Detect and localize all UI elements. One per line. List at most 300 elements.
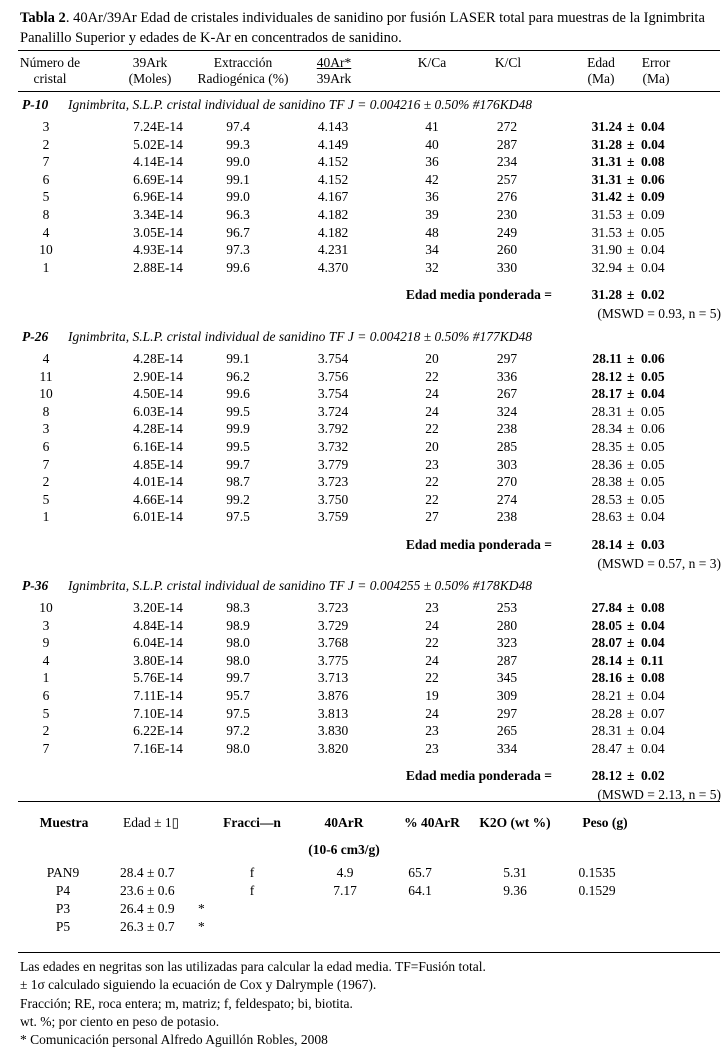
plus-minus-sign: ± (627, 136, 635, 152)
age-value: 27.84 (591, 600, 622, 615)
kca-value: 23 (425, 723, 439, 739)
crystal-number: 3 (42, 421, 50, 437)
crystal-number: 10 (39, 242, 53, 258)
crystal-number: 6 (42, 439, 50, 454)
kca-value: 20 (425, 439, 439, 454)
age-value: 28.35 (591, 439, 622, 454)
header-extraccion: Extracción Radiogénica (%) (197, 55, 289, 86)
crystal-number: 2 (42, 723, 50, 739)
plus-minus-sign: ± (627, 491, 635, 507)
crystal-number: 2 (42, 474, 50, 490)
ratio-value: 3.756 (317, 368, 349, 384)
kar-sample: P5 (55, 919, 71, 934)
plus-minus-sign: ± (627, 740, 635, 756)
plus-minus-sign: ± (627, 509, 635, 525)
kcl-value: 287 (496, 136, 518, 152)
plus-minus-sign: ± (627, 635, 635, 651)
weighted-mean-label: Edad media ponderada = (405, 537, 552, 552)
moles-value: 6.96E-14 (133, 189, 183, 205)
weighted-mean-age: 28.14 (591, 537, 622, 552)
moles-value: 5.02E-14 (133, 136, 183, 152)
error-value: 0.09 (641, 207, 665, 222)
kca-value: 40 (425, 136, 439, 152)
moles-value: 6.01E-14 (133, 509, 183, 525)
extraction-value: 99.0 (226, 154, 250, 170)
kcl-value: 257 (496, 171, 518, 187)
kar-40arr: 7.17 (333, 883, 357, 898)
kcl-value: 280 (496, 617, 518, 633)
kar-age: 23.6 ± 0.6 (120, 883, 175, 898)
ratio-value: 4.152 (317, 154, 349, 170)
kca-value: 22 (425, 421, 439, 437)
kcl-value: 265 (496, 723, 518, 739)
ratio-value: 4.167 (317, 189, 349, 205)
extraction-value: 99.7 (226, 670, 250, 686)
crystal-number: 10 (39, 386, 53, 402)
kca-value: 22 (425, 474, 439, 490)
ratio-value: 4.370 (317, 259, 349, 275)
plus-minus-sign: ± (627, 386, 635, 402)
error-value: 0.04 (641, 136, 665, 152)
kca-value: 23 (425, 456, 439, 472)
kar-pct-40arr: 64.1 (408, 883, 432, 898)
extraction-value: 96.3 (226, 207, 250, 222)
sample-id: P-26 (22, 329, 49, 344)
age-value: 31.53 (591, 207, 622, 222)
kar-k2o: 9.36 (503, 883, 527, 898)
top-rule (18, 50, 720, 51)
crystal-number: 9 (42, 635, 50, 651)
kar-fraction: f (249, 865, 255, 880)
ratio-value: 3.830 (317, 723, 349, 739)
caption-line2: Panalillo Superior y edades de K-Ar en concentrados de sanidino. (20, 30, 402, 46)
moles-value: 6.22E-14 (133, 723, 183, 739)
kca-value: 34 (425, 242, 439, 258)
ratio-value: 3.723 (317, 474, 349, 490)
footnote-line: Las edades en negritas son las utilizadas para calcular la edad media. TF=Fusión total. (20, 959, 486, 974)
header-moles: 39Ark (Moles) (128, 55, 172, 86)
extraction-value: 95.7 (226, 688, 250, 703)
extraction-value: 97.4 (226, 119, 250, 134)
caption-text: . 40Ar/39Ar Edad de cristales individuales de sanidino por fusión LASER total para muestras de la Ignimbrita (65, 10, 705, 26)
weighted-mean-error: 0.03 (641, 537, 665, 552)
ratio-value: 3.779 (317, 456, 349, 472)
kcl-value: 238 (496, 509, 518, 525)
moles-value: 5.76E-14 (133, 670, 183, 686)
kca-value: 36 (425, 189, 439, 205)
ratio-value: 4.231 (317, 242, 349, 258)
error-value: 0.05 (641, 403, 665, 419)
extraction-value: 96.7 (226, 224, 250, 240)
ratio-value: 4.182 (317, 224, 349, 240)
error-value: 0.05 (641, 491, 665, 507)
age-value: 28.11 (592, 351, 622, 366)
age-value: 28.05 (591, 617, 622, 633)
ratio-value: 3.876 (317, 688, 349, 703)
extraction-value: 97.3 (226, 242, 250, 258)
kar-age: 28.4 ± 0.7 (120, 865, 175, 880)
header-kcl: K/Cl (494, 55, 522, 70)
kar-pct-40arr: 65.7 (408, 865, 432, 880)
extraction-value: 98.0 (226, 635, 250, 651)
moles-value: 4.50E-14 (133, 386, 183, 402)
kca-value: 22 (425, 635, 439, 651)
kar-header-fraccion: Fracci—n (223, 815, 281, 830)
kcl-value: 270 (496, 474, 518, 490)
plus-minus-sign: ± (627, 368, 635, 384)
plus-minus-sign: ± (627, 439, 635, 454)
moles-value: 6.03E-14 (133, 403, 183, 419)
ratio-value: 3.768 (317, 635, 349, 651)
plus-minus-sign: ± (627, 456, 635, 472)
crystal-number: 4 (42, 652, 50, 668)
extraction-value: 98.3 (226, 600, 250, 615)
sample-id: P-36 (22, 578, 49, 593)
kar-age: 26.4 ± 0.9 (120, 901, 175, 916)
kcl-value: 324 (496, 403, 518, 419)
mswd-text: (MSWD = 2.13, n = 5) (597, 787, 721, 803)
age-value: 31.28 (591, 136, 622, 152)
kcl-value: 309 (496, 688, 518, 703)
error-value: 0.04 (641, 740, 665, 756)
age-value: 28.21 (591, 688, 622, 703)
kca-value: 39 (425, 207, 439, 222)
crystal-number: 4 (42, 351, 50, 366)
error-value: 0.07 (641, 705, 665, 721)
crystal-number: 7 (42, 740, 50, 756)
plus-minus-sign: ± (627, 189, 635, 205)
extraction-value: 97.5 (226, 705, 250, 721)
kcl-value: 267 (496, 386, 518, 402)
moles-value: 3.34E-14 (133, 207, 183, 222)
age-value: 31.42 (591, 189, 622, 205)
header-ratio: 40Ar* 39Ark (316, 55, 352, 86)
kcl-value: 330 (496, 259, 518, 275)
plus-minus-sign: ± (627, 474, 635, 490)
header-rule (18, 91, 720, 92)
header-error: Error (Ma) (641, 55, 671, 86)
kar-40arr: 4.9 (336, 865, 354, 880)
crystal-number: 5 (42, 491, 50, 507)
extraction-value: 99.3 (226, 136, 250, 152)
kar-sample: P4 (55, 883, 71, 898)
plus-minus-sign: ± (627, 768, 635, 784)
age-value: 28.12 (591, 368, 622, 384)
error-value: 0.08 (641, 670, 665, 686)
moles-value: 4.28E-14 (133, 351, 183, 366)
moles-value: 2.90E-14 (133, 368, 183, 384)
moles-value: 7.24E-14 (133, 119, 183, 134)
ratio-value: 3.813 (317, 705, 349, 721)
extraction-value: 99.6 (226, 386, 250, 402)
plus-minus-sign: ± (627, 224, 635, 240)
ratio-value: 3.750 (317, 491, 349, 507)
moles-value: 4.84E-14 (133, 617, 183, 633)
kcl-value: 297 (496, 351, 518, 366)
error-value: 0.04 (641, 617, 665, 633)
error-value: 0.09 (641, 189, 665, 205)
age-value: 28.34 (591, 421, 622, 437)
crystal-number: 2 (42, 136, 50, 152)
error-value: 0.08 (641, 600, 665, 615)
plus-minus-sign: ± (627, 600, 635, 615)
plus-minus-sign: ± (627, 723, 635, 739)
footnote-line: Fracción; RE, roca entera; m, matriz; f, feldespato; bi, biotita. (20, 995, 353, 1011)
plus-minus-sign: ± (627, 242, 635, 258)
kcl-value: 249 (496, 224, 518, 240)
kcl-value: 276 (496, 189, 518, 205)
error-value: 0.06 (641, 351, 665, 366)
crystal-number: 1 (42, 509, 50, 525)
error-value: 0.06 (641, 421, 665, 437)
error-value: 0.04 (641, 688, 665, 703)
error-value: 0.04 (641, 259, 665, 275)
error-value: 0.04 (641, 723, 665, 739)
age-value: 28.14 (591, 652, 622, 668)
error-value: 0.04 (641, 119, 665, 134)
crystal-number: 8 (42, 403, 50, 419)
kca-value: 22 (425, 670, 439, 686)
plus-minus-sign: ± (627, 351, 635, 366)
kca-value: 48 (425, 224, 439, 240)
crystal-number: 10 (39, 600, 53, 615)
crystal-number: 1 (42, 259, 50, 275)
extraction-value: 99.0 (226, 189, 250, 205)
kar-asterisk: * (198, 919, 205, 934)
mswd-text: (MSWD = 0.57, n = 3) (597, 556, 721, 571)
kca-value: 20 (425, 351, 439, 366)
plus-minus-sign: ± (627, 688, 635, 703)
ratio-value: 4.143 (317, 119, 349, 134)
sample-id: P-10 (22, 97, 49, 112)
ratio-value: 3.820 (317, 740, 349, 756)
kca-value: 23 (425, 740, 439, 756)
plus-minus-sign: ± (627, 705, 635, 721)
ratio-value: 3.759 (317, 509, 349, 525)
ratio-value: 3.732 (317, 439, 349, 454)
plus-minus-sign: ± (627, 287, 635, 303)
kar-age: 26.3 ± 0.7 (120, 919, 175, 934)
error-value: 0.11 (641, 652, 664, 668)
extraction-value: 97.2 (226, 723, 250, 739)
sample-description: Ignimbrita, S.L.P. cristal individual de sanidino TF J = 0.004216 ± 0.50% #176KD48 (68, 97, 533, 112)
ratio-value: 3.724 (317, 403, 349, 419)
weighted-mean-label: Edad media ponderada = (405, 287, 552, 303)
extraction-value: 98.9 (226, 617, 250, 633)
kar-header-units: (10-6 cm3/g) (308, 842, 380, 857)
crystal-number: 8 (42, 207, 50, 222)
crystal-number: 5 (42, 189, 50, 205)
crystal-number: 7 (42, 154, 50, 170)
moles-value: 4.14E-14 (133, 154, 183, 170)
error-value: 0.04 (641, 635, 665, 651)
kca-value: 24 (425, 652, 439, 668)
moles-value: 4.85E-14 (133, 456, 183, 472)
plus-minus-sign: ± (627, 537, 635, 552)
kcl-value: 336 (496, 368, 518, 384)
crystal-number: 1 (42, 670, 50, 686)
extraction-value: 99.7 (226, 456, 250, 472)
mswd-text: (MSWD = 0.93, n = 5) (597, 306, 721, 322)
kcl-value: 297 (496, 705, 518, 721)
extraction-value: 96.2 (226, 368, 250, 384)
extraction-value: 99.5 (226, 403, 250, 419)
kar-sample: PAN9 (46, 865, 80, 880)
crystal-number: 11 (39, 368, 53, 384)
age-value: 32.94 (591, 259, 622, 275)
kar-k2o: 5.31 (503, 865, 527, 880)
kca-value: 41 (425, 119, 439, 134)
caption-label: Tabla 2 (20, 10, 66, 26)
error-value: 0.05 (641, 456, 665, 472)
error-value: 0.08 (641, 154, 665, 170)
extraction-value: 99.2 (226, 491, 250, 507)
ratio-value: 4.182 (317, 207, 349, 222)
moles-value: 3.20E-14 (133, 600, 183, 615)
kca-value: 19 (425, 688, 439, 703)
moles-value: 3.05E-14 (133, 224, 183, 240)
extraction-value: 99.6 (226, 259, 250, 275)
error-value: 0.05 (641, 368, 665, 384)
plus-minus-sign: ± (627, 421, 635, 437)
kar-header-pct-40arr: % 40ArR (404, 815, 460, 830)
crystal-number: 6 (42, 688, 50, 703)
moles-value: 6.16E-14 (133, 439, 183, 454)
plus-minus-sign: ± (627, 171, 635, 187)
kcl-value: 334 (496, 740, 518, 756)
age-value: 28.63 (591, 509, 622, 525)
footnote-rule (18, 952, 720, 953)
kcl-value: 323 (496, 635, 518, 651)
error-value: 0.05 (641, 224, 665, 240)
extraction-value: 99.1 (226, 171, 250, 187)
plus-minus-sign: ± (627, 617, 635, 633)
moles-value: 7.16E-14 (133, 740, 183, 756)
header-kca: K/Ca (417, 55, 447, 70)
kcl-value: 287 (496, 652, 518, 668)
extraction-value: 99.9 (226, 421, 250, 437)
error-value: 0.04 (641, 386, 665, 402)
kca-value: 32 (425, 259, 439, 275)
kca-value: 24 (425, 403, 439, 419)
ratio-value: 3.754 (317, 351, 349, 366)
kcl-value: 260 (496, 242, 518, 258)
age-value: 31.24 (591, 119, 622, 134)
kca-value: 22 (425, 368, 439, 384)
weighted-mean-age: 28.12 (591, 768, 622, 784)
weighted-mean-error: 0.02 (641, 768, 665, 784)
footnote-line: * Comunicación personal Alfredo Aguillón Robles, 2008 (20, 1032, 328, 1048)
sample-description: Ignimbrita, S.L.P. cristal individual de sanidino TF J = 0.004218 ± 0.50% #177KD48 (68, 329, 533, 344)
kcl-value: 238 (496, 421, 518, 437)
extraction-value: 99.5 (226, 439, 250, 454)
ratio-value: 3.713 (317, 670, 349, 686)
kar-header-40arr: 40ArR (324, 815, 364, 830)
moles-value: 4.28E-14 (133, 421, 183, 437)
weighted-mean-age: 31.28 (591, 287, 622, 303)
header-numero: Número de cristal (19, 55, 81, 86)
extraction-value: 99.1 (226, 351, 250, 366)
kcl-value: 303 (496, 456, 518, 472)
kca-value: 24 (425, 617, 439, 633)
error-value: 0.05 (641, 474, 665, 490)
kca-value: 24 (425, 386, 439, 402)
age-value: 31.90 (591, 242, 622, 258)
kca-value: 22 (425, 491, 439, 507)
weighted-mean-error: 0.02 (641, 287, 665, 303)
kar-header-k2o: K2O (wt %) (479, 815, 551, 830)
crystal-number: 7 (42, 456, 50, 472)
crystal-number: 3 (42, 617, 50, 633)
age-value: 28.53 (591, 491, 622, 507)
age-value: 31.53 (591, 224, 622, 240)
moles-value: 4.66E-14 (133, 491, 183, 507)
kca-value: 36 (425, 154, 439, 170)
plus-minus-sign: ± (627, 259, 635, 275)
kar-sample: P3 (55, 901, 71, 916)
age-value: 28.28 (591, 705, 622, 721)
kar-peso: 0.1535 (578, 865, 616, 880)
extraction-value: 98.0 (226, 740, 250, 756)
age-value: 28.31 (591, 403, 622, 419)
sample-description: Ignimbrita, S.L.P. cristal individual de sanidino TF J = 0.004255 ± 0.50% #178KD48 (68, 578, 533, 593)
kcl-value: 234 (496, 154, 518, 170)
plus-minus-sign: ± (627, 652, 635, 668)
extraction-value: 98.7 (226, 474, 250, 490)
kcl-value: 285 (496, 439, 518, 454)
age-value: 28.16 (591, 670, 622, 686)
crystal-number: 4 (42, 224, 50, 240)
footnote-line: wt. %; por ciento en peso de potasio. (20, 1013, 220, 1029)
plus-minus-sign: ± (627, 154, 635, 170)
kca-value: 42 (425, 171, 439, 187)
kar-asterisk: * (198, 901, 205, 916)
kar-fraction: f (249, 883, 255, 898)
error-value: 0.04 (641, 242, 665, 258)
kar-header-peso: Peso (g) (582, 815, 628, 830)
error-value: 0.06 (641, 171, 665, 187)
kcl-value: 230 (496, 207, 518, 222)
crystal-number: 5 (42, 705, 50, 721)
extraction-value: 98.0 (226, 652, 250, 668)
age-value: 28.38 (591, 474, 622, 490)
moles-value: 7.11E-14 (133, 688, 183, 703)
kca-value: 27 (425, 509, 439, 525)
moles-value: 6.04E-14 (133, 635, 183, 651)
plus-minus-sign: ± (627, 119, 635, 134)
crystal-number: 6 (42, 171, 50, 187)
kca-value: 24 (425, 705, 439, 721)
age-value: 28.31 (591, 723, 622, 739)
ratio-value: 4.149 (317, 136, 349, 152)
kca-value: 23 (425, 600, 439, 615)
section-end-rule (18, 801, 720, 802)
kcl-value: 253 (496, 600, 518, 615)
ratio-value: 3.775 (317, 652, 349, 668)
error-value: 0.04 (641, 509, 665, 525)
error-value: 0.05 (641, 439, 665, 454)
age-value: 31.31 (591, 171, 622, 187)
age-value: 28.17 (591, 386, 622, 402)
kar-peso: 0.1529 (578, 883, 616, 898)
moles-value: 4.01E-14 (133, 474, 183, 490)
kar-header-muestra: Muestra (39, 815, 89, 830)
crystal-number: 3 (42, 119, 50, 134)
ratio-value: 3.729 (317, 617, 349, 633)
moles-value: 6.69E-14 (133, 171, 183, 187)
moles-value: 2.88E-14 (133, 259, 183, 275)
moles-value: 4.93E-14 (133, 242, 183, 258)
